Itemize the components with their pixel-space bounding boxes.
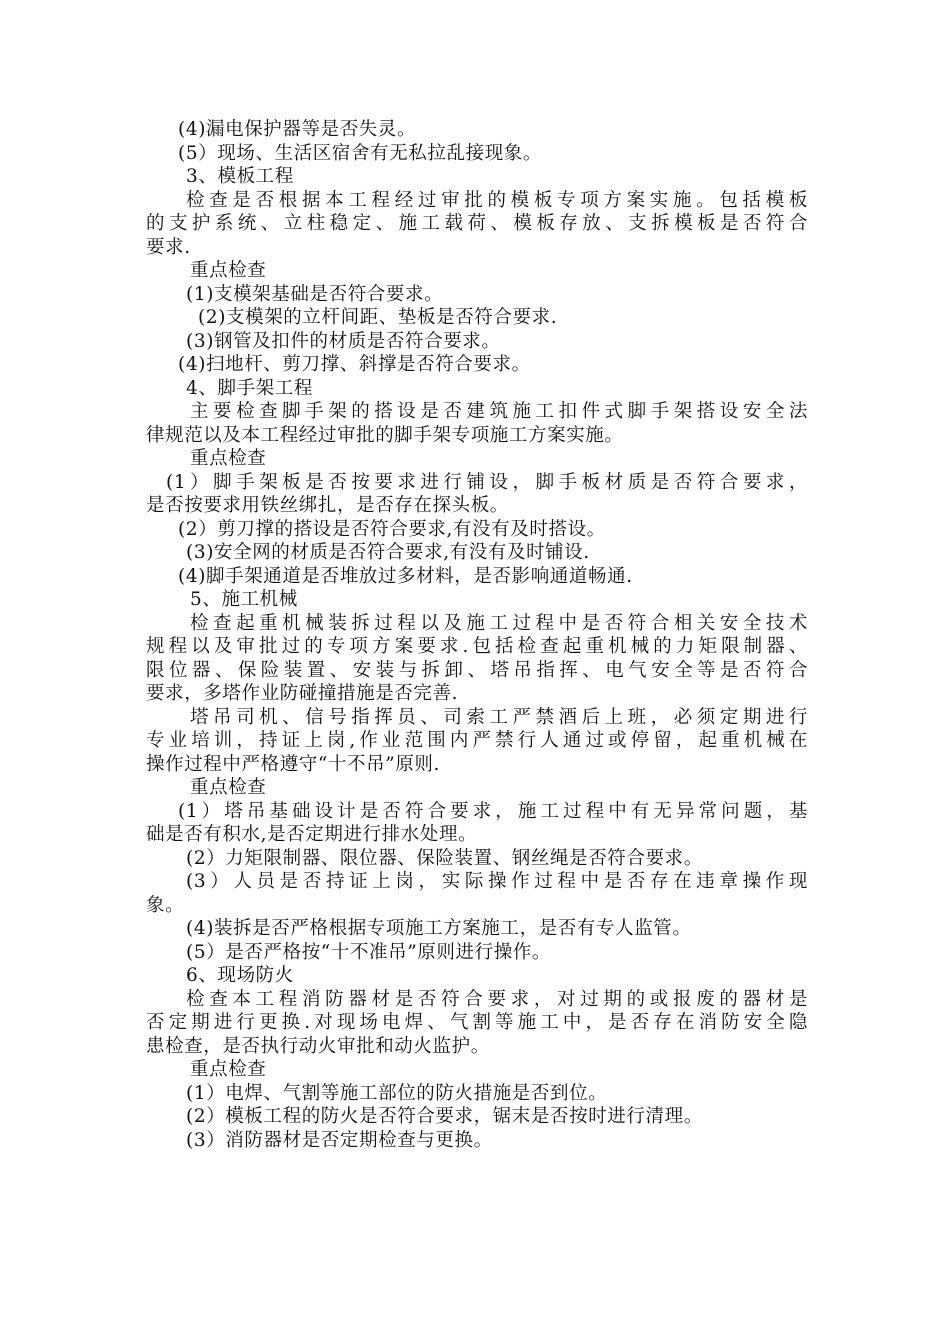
document-line: (3）人员是否持证上岗，实际操作过程中是否存在违章操作现 bbox=[186, 871, 808, 892]
document-line: (5）现场、生活区宿舍有无私拉乱接现象。 bbox=[178, 142, 542, 164]
document-line: (1）塔吊基础设计是否符合要求，施工过程中有无异常问题，基 bbox=[178, 800, 808, 822]
document-line: (1）脚手架板是否按要求进行铺设，脚手板材质是否符合要求， bbox=[166, 471, 808, 493]
document-line: 检查是否根据本工程经过审批的模板专项方案实施。包括模板 bbox=[186, 189, 808, 211]
document-line: 是否按要求用铁丝绑扎，是否存在探头板。 bbox=[146, 495, 509, 516]
document-line: 要求，多塔作业防碰撞措施是否完善. bbox=[146, 683, 459, 704]
document-line: (4)漏电保护器等是否失灵。 bbox=[178, 119, 417, 140]
document-line: (2）力矩限制器、限位器、保险装置、钢丝绳是否符合要求。 bbox=[186, 847, 703, 869]
document-line: 重点检查 bbox=[190, 1059, 267, 1080]
document-line: 否定期进行更换.对现场电焊、气割等施工中，是否存在消防安全隐 bbox=[146, 1012, 808, 1033]
document-line: (4)装拆是否严格根据专项施工方案施工，是否有专人监管。 bbox=[186, 918, 692, 939]
document-line: (5）是否严格按“十不准吊”原则进行操作。 bbox=[186, 941, 552, 963]
document-line: 操作过程中严格遵守“十不吊”原则. bbox=[146, 753, 440, 775]
document-line: (1）电焊、气割等施工部位的防火措施是否到位。 bbox=[186, 1082, 608, 1104]
document-line: 重点检查 bbox=[190, 260, 267, 281]
document-line: 检查本工程消防器材是否符合要求，对过期的或报废的器材是 bbox=[186, 988, 808, 1010]
document-line: 主要检查脚手架的搭设是否建筑施工扣件式脚手架搭设安全法 bbox=[190, 401, 808, 422]
document-line: 础是否有积水,是否定期进行排水处理。 bbox=[146, 824, 478, 845]
document-line: 重点检查 bbox=[190, 777, 267, 798]
document-line: 3、模板工程 bbox=[186, 166, 294, 187]
document-line: 规程以及审批过的专项方案要求.包括检查起重机械的力矩限制器、 bbox=[146, 636, 808, 657]
document-line: 象。 bbox=[146, 894, 185, 916]
document-line: (3)安全网的材质是否符合要求,有没有及时铺设. bbox=[186, 542, 590, 563]
document-line: 律规范以及本工程经过审批的脚手架专项施工方案实施。 bbox=[146, 424, 624, 446]
document-line: 限位器、保险装置、安装与拆卸、塔吊指挥、电气安全等是否符合 bbox=[146, 659, 808, 681]
document-line: (3)钢管及扣件的材质是否符合要求。 bbox=[186, 330, 501, 352]
document-line: 要求. bbox=[146, 236, 191, 258]
document-line: (1)支模架基础是否符合要求。 bbox=[186, 283, 444, 305]
document-line: 的支护系统、立柱稳定、施工载荷、模板存放、支拆模板是否符合 bbox=[146, 213, 808, 234]
document-line: 塔吊司机、信号指挥员、司索工严禁酒后上班，必须定期进行 bbox=[190, 706, 808, 728]
document-line: 4、脚手架工程 bbox=[186, 377, 313, 399]
document-line: 检查起重机械装拆过程以及施工过程中是否符合相关安全技术 bbox=[190, 612, 808, 634]
document-line: (2)支模架的立杆间距、垫板是否符合要求. bbox=[198, 307, 558, 328]
document-line: (4)扫地杆、剪刀撑、斜撑是否符合要求。 bbox=[178, 354, 531, 375]
document-line: (2）剪刀撑的搭设是否符合要求,有没有及时搭设。 bbox=[178, 518, 606, 540]
document-line: (2）模板工程的防火是否符合要求，锯末是否按时进行清理。 bbox=[186, 1106, 703, 1127]
document-line: 5、施工机械 bbox=[190, 589, 298, 610]
document-line: 6、现场防火 bbox=[186, 965, 294, 986]
document-line: (4)脚手架通道是否堆放过多材料，是否影响通道畅通. bbox=[178, 565, 633, 587]
document-line: (3）消防器材是否定期检查与更换。 bbox=[186, 1129, 493, 1151]
document-line: 重点检查 bbox=[190, 448, 267, 469]
document-line: 患检查，是否执行动火审批和动火监护。 bbox=[146, 1035, 490, 1057]
document-line: 专业培训，持证上岗,作业范围内严禁行人通过或停留，起重机械在 bbox=[146, 730, 808, 751]
document-body bbox=[146, 118, 808, 1152]
